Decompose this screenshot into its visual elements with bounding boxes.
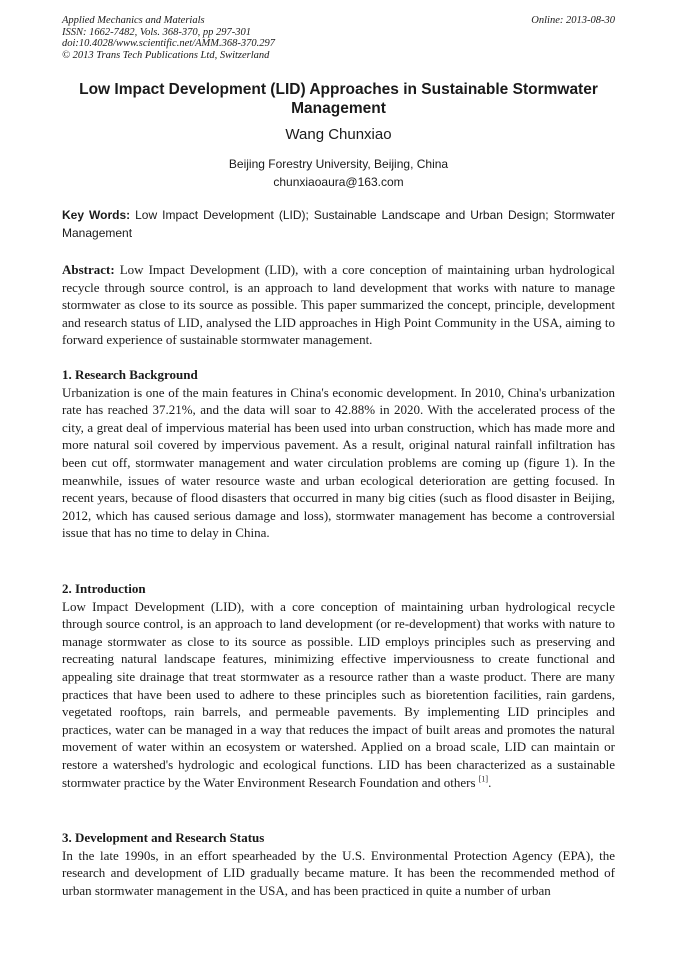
section-paragraph: In the late 1990s, in an effort spearheaded by the U.S. Environmental Protection Agency (EPA), the research and development of LID gradually became mature. It has been the recommended method of urban stormwater management in the USA, and has been practiced in quite a number of urban bbox=[62, 847, 615, 898]
author-name: Wang Chunxiao bbox=[285, 126, 392, 143]
section-development-status bbox=[62, 829, 615, 899]
section-introduction bbox=[62, 580, 615, 791]
issn-line: ISSN: 1662-7482, Vols. 368-370, pp 297-301 bbox=[62, 26, 251, 38]
author-email: chunxiaoaura@163.com bbox=[273, 175, 404, 189]
online-date: Online: 2013-08-30 bbox=[531, 15, 615, 26]
section-heading: 3. Development and Research Status bbox=[62, 830, 265, 845]
abstract-label: Abstract: bbox=[62, 262, 115, 277]
section-paragraph bbox=[62, 598, 615, 792]
copyright-line: © 2013 Trans Tech Publications Ltd, Switzerland bbox=[62, 49, 270, 61]
section-heading: 2. Introduction bbox=[62, 581, 146, 596]
citation-ref: [1] bbox=[478, 774, 489, 784]
keywords-text: Low Impact Development (LID); Sustainable Landscape and Urban Design; Stormwater Management bbox=[62, 208, 615, 240]
section-heading: 1. Research Background bbox=[62, 367, 198, 382]
section-research-background bbox=[62, 366, 615, 542]
keywords-label: Key Words: bbox=[62, 208, 131, 222]
paragraph-text: Low Impact Development (LID), with a core conception of maintaining urban hydrological recycle through source control, is an approach to land development (or re-development) that works with nature to manage stormwater as close to its source as possible. LID employs principles such as preserving and recreating natural landscape features, minimizing effective imperviousness to create functional and appealing site drainage that treat stormwater as a resource rather than a waste product. There are many practices that have been used to adhere to these principles such as bioretention facilities, rain gardens, vegetated rooftops, rain barrels, and permeable pavements. By implementing LID principles and practices, water can be managed in a way that reduces the impact of built areas and promotes the natural movement of water within an ecosystem or watershed. Applied on a broad scale, LID can maintain or restore a watershed's hydrologic and ecological functions. LID has been characterized as a sustainable stormwater practice by the Water Environment Research Foundation and others bbox=[62, 598, 615, 790]
paper-title: Low Impact Development (LID) Approaches in Sustainable Stormwater Management bbox=[79, 81, 598, 117]
abstract-text: Low Impact Development (LID), with a core conception of maintaining urban hydrological recycle through source control, is an approach to land development that works with nature to manage stormwater as close to its source as possible. This paper summarized the concept, principle, development and research status of LID, analysed the LID approaches in High Point Community in the USA, aiming to forward experience of sustainable stormwater management. bbox=[62, 262, 615, 348]
abstract bbox=[62, 261, 615, 349]
affiliation: Beijing Forestry University, Beijing, China bbox=[228, 157, 449, 171]
journal-header bbox=[62, 15, 275, 61]
section-paragraph: Urbanization is one of the main features in China's economic development. In 2010, China's urbanization rate has reached 37.21%, and the data will soar to 42.88% in 2020. With the accelerated process of the city, a great deal of impervious material has been used into urban construction, which has made more and more natural soil covered by impervious pavement. As a result, original natural rainfall infiltration has been cut off, stormwater management and water circulation problems are coming up (figure 1). In the meanwhile, issues of water resource waste and urban ecological deterioration are getting focused. In recent years, because of flood disasters that occurred in many big cities (such as flood disaster in Beijing, 2012, which has caused serious damage and loss), stormwater management has become a controversial issue that has no time to delay in China. bbox=[62, 384, 615, 541]
keywords bbox=[62, 207, 615, 242]
paragraph-end: . bbox=[488, 774, 492, 790]
doi-line: doi:10.4028/www.scientific.net/AMM.368-370.297 bbox=[62, 38, 275, 49]
affiliation-block bbox=[62, 155, 615, 191]
journal-name: Applied Mechanics and Materials bbox=[62, 15, 205, 26]
